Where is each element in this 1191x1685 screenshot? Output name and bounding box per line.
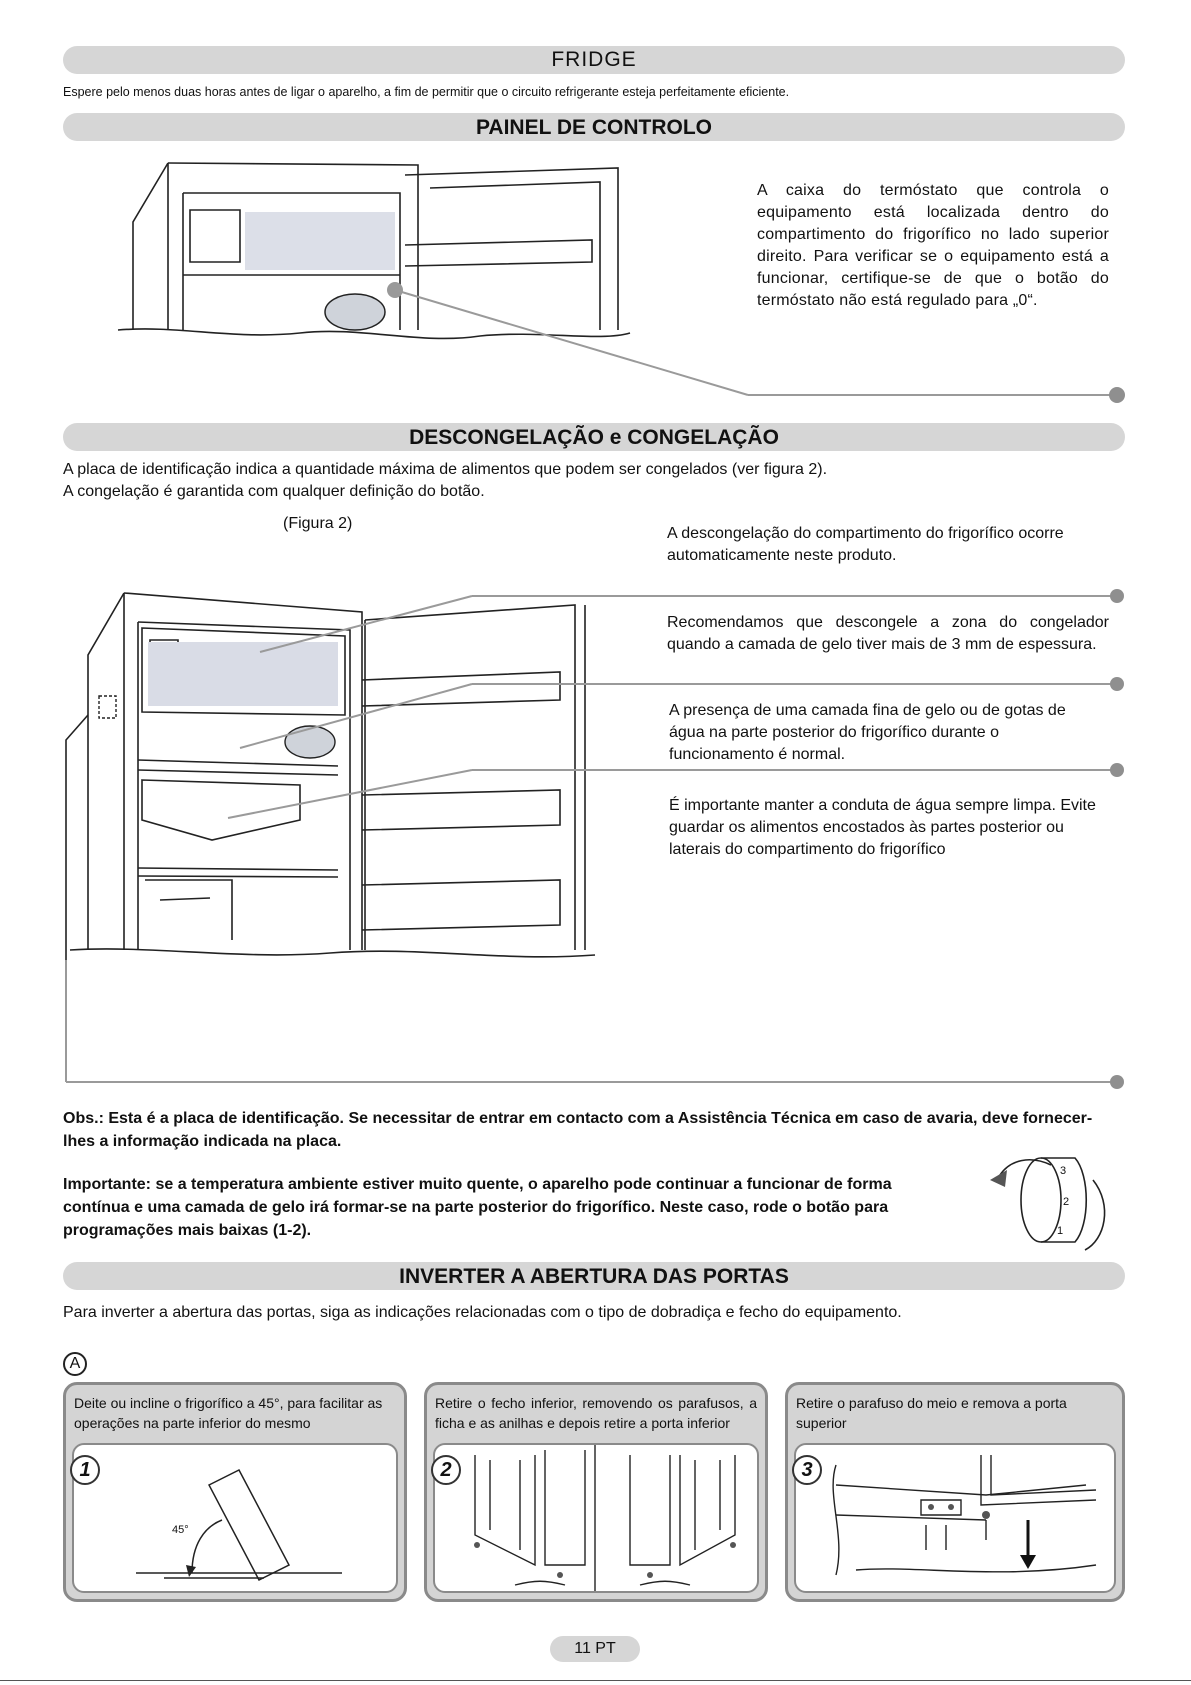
reverse-door-heading: INVERTER A ABERTURA DAS PORTAS xyxy=(399,1265,789,1288)
dial-label-2: 2 xyxy=(1063,1196,1070,1208)
bottom-rule xyxy=(0,1680,1191,1681)
section-a-label: A xyxy=(69,1355,81,1372)
angle-label: 45° xyxy=(172,1524,189,1536)
step-1-illustration xyxy=(72,1443,398,1593)
thermostat-dial-icon xyxy=(985,1145,1125,1255)
defrost-note-freezer: Recomendamos que descongele a zona do congelador quando a camada de gelo tiver mais de 3 mm de espessura. xyxy=(667,614,1109,653)
reverse-door-text: Para inverter a abertura das portas, siga as indicações relacionadas com o tipo de dobradiça e fecho do equipamento. xyxy=(63,1304,902,1321)
step-2-illustration xyxy=(433,1443,759,1593)
intro-text: Espere pelo menos duas horas antes de ligar o aparelho, a fim de permitir que o circuito refrigerante esteja perfeitamente eficiente. xyxy=(63,85,790,99)
page-number: 11 PT xyxy=(574,1640,616,1657)
step-3-illustration xyxy=(794,1443,1116,1593)
control-panel-text: A caixa do termóstato que controla o equipamento está localizada dentro do compartimento do frigorífico no lado superior direito. Para verificar se o equipamento está a funcionar, certifique-se de que o botão do termóstato não está regulado para „0“. xyxy=(757,182,1109,309)
reverse-door-title-bar xyxy=(63,1262,1125,1290)
page-title: FRIDGE xyxy=(551,48,637,71)
defrost-note-frost: A presença de uma camada fina de gelo ou de gotas de água na parte posterior do frigorífico durante o funcionamento é normal. xyxy=(669,702,1066,763)
dial-label-3: 3 xyxy=(1060,1165,1067,1177)
figure-2-label: (Figura 2) xyxy=(283,515,353,532)
step-3-number: 3 xyxy=(792,1455,822,1485)
obs-text: Obs.: Esta é a placa de identificação. Se necessitar de entrar em contacto com a Assistência Técnica em caso de avaria, deve fornecer-lhes a informação indicada na placa. xyxy=(63,1110,1093,1150)
step-1-card xyxy=(63,1382,407,1602)
step-2-number: 2 xyxy=(431,1455,461,1485)
control-panel-heading: PAINEL DE CONTROLO xyxy=(475,116,713,139)
defrost-line-2: A congelação é garantida com qualquer definição do botão. xyxy=(63,483,485,500)
step-3-text: Retire o parafuso do meio e remova a porta superior xyxy=(796,1395,1067,1431)
page-number-badge xyxy=(550,1636,640,1662)
dial-label-1: 1 xyxy=(1057,1225,1064,1237)
defrost-note-auto: A descongelação do compartimento do frigorífico ocorre automaticamente neste produto. xyxy=(667,525,1064,564)
defrost-note-drain: É importante manter a conduta de água sempre limpa. Evite guardar os alimentos encostados às partes posterior ou laterais do compartimento do frigorífico xyxy=(669,797,1096,858)
section-a-badge xyxy=(63,1352,87,1376)
step-1-number: 1 xyxy=(70,1455,100,1485)
defrost-heading: DESCONGELAÇÃO e CONGELAÇÃO xyxy=(409,426,779,449)
step-3-card xyxy=(785,1382,1125,1602)
defrost-line-1: A placa de identificação indica a quantidade máxima de alimentos que podem ser congelados (ver figura 2). xyxy=(63,461,828,478)
step-2-card xyxy=(424,1382,768,1602)
important-text: Importante: se a temperatura ambiente estiver muito quente, o aparelho pode continuar a funcionar de forma contínua e uma camada de gelo irá formar-se na parte posterior do frigorífico. Neste caso, rode o botão para programações mais baixas (1-2). xyxy=(63,1176,892,1239)
step-1-text: Deite ou incline o frigorífico a 45°, para facilitar as operações na parte inferior do mesmo xyxy=(74,1395,383,1431)
step-2-text: Retire o fecho inferior, removendo os parafusos, a ficha e as anilhas e depois retire a porta inferior xyxy=(435,1395,757,1431)
